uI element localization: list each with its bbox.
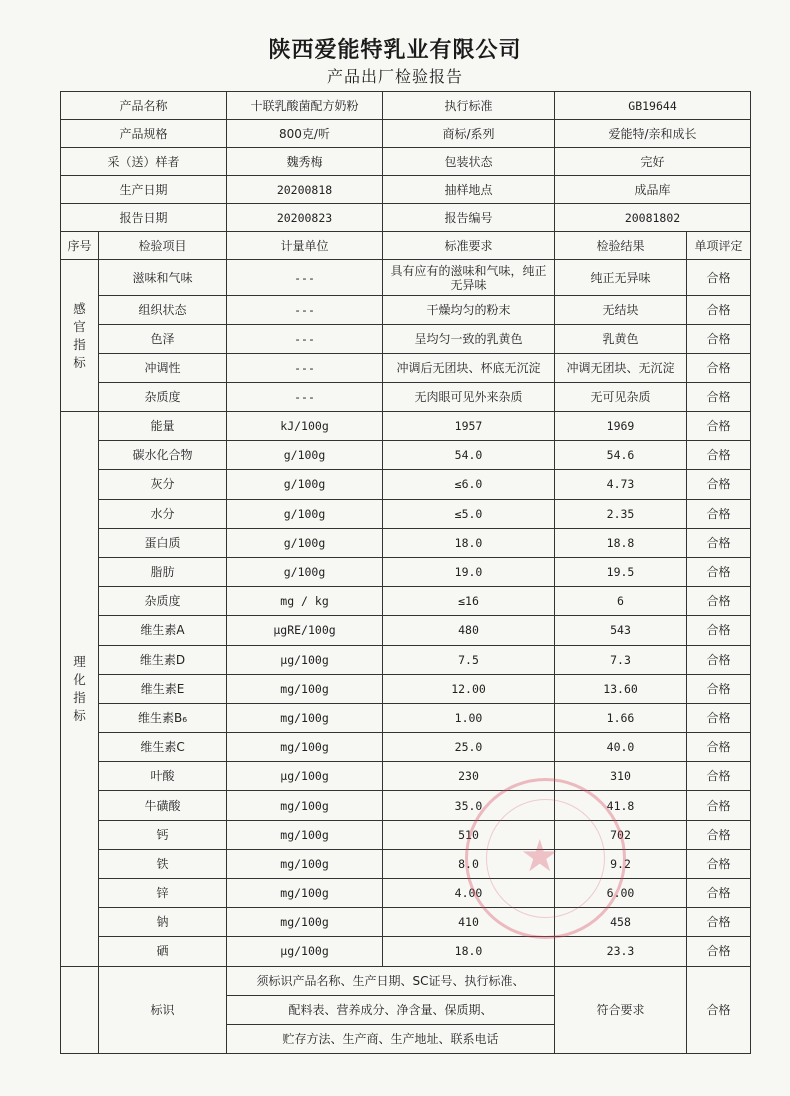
evaluation: 合格 xyxy=(687,412,751,441)
evaluation: 合格 xyxy=(687,703,751,732)
item-name: 蛋白质 xyxy=(99,528,227,557)
unit: --- xyxy=(227,354,383,383)
result: 18.8 xyxy=(555,528,687,557)
evaluation: 合格 xyxy=(687,383,751,412)
report-no-label: 报告编号 xyxy=(383,204,555,232)
requirement: 480 xyxy=(383,616,555,645)
item-name: 维生素B₆ xyxy=(99,703,227,732)
spec-value: 800克/听 xyxy=(227,120,383,148)
evaluation: 合格 xyxy=(687,354,751,383)
requirement: 4.00 xyxy=(383,879,555,908)
item-name: 铁 xyxy=(99,849,227,878)
category-char: 化 xyxy=(73,671,86,687)
unit: g/100g xyxy=(227,499,383,528)
evaluation: 合格 xyxy=(687,645,751,674)
result: 54.6 xyxy=(555,441,687,470)
unit: mg/100g xyxy=(227,879,383,908)
item-name: 杂质度 xyxy=(99,383,227,412)
unit: --- xyxy=(227,260,383,296)
requirement: 25.0 xyxy=(383,733,555,762)
result: 40.0 xyxy=(555,733,687,762)
evaluation: 合格 xyxy=(687,820,751,849)
item-name: 钠 xyxy=(99,908,227,937)
requirement: 1.00 xyxy=(383,703,555,732)
labeling-evaluation: 合格 xyxy=(687,966,751,1053)
inspection-table xyxy=(60,91,751,1054)
requirement: 410 xyxy=(383,908,555,937)
requirement: 干燥均匀的粉末 xyxy=(383,296,555,325)
labeling-requirement-line: 贮存方法、生产商、生产地址、联系电话 xyxy=(282,1031,499,1046)
result: 13.60 xyxy=(555,674,687,703)
requirement: 7.5 xyxy=(383,645,555,674)
result: 9.2 xyxy=(555,849,687,878)
requirement: 1957 xyxy=(383,412,555,441)
result: 6 xyxy=(555,587,687,616)
brand-value: 爱能特/亲和成长 xyxy=(555,120,751,148)
product-name-value: 十联乳酸菌配方奶粉 xyxy=(227,92,383,120)
table-row xyxy=(61,441,751,470)
result: 纯正无异味 xyxy=(555,260,687,296)
table-row xyxy=(61,879,751,908)
result: 23.3 xyxy=(555,937,687,966)
item-name: 脂肪 xyxy=(99,557,227,586)
table-row xyxy=(61,528,751,557)
table-row xyxy=(61,296,751,325)
labeling-no xyxy=(61,966,99,1053)
labeling-item: 标识 xyxy=(99,966,227,1053)
col-header-requirement: 标准要求 xyxy=(383,232,555,260)
col-header-unit: 计量单位 xyxy=(227,232,383,260)
evaluation: 合格 xyxy=(687,849,751,878)
table-row xyxy=(61,820,751,849)
spec-label: 产品规格 xyxy=(61,120,227,148)
report-no-value: 20081802 xyxy=(555,204,751,232)
result: 乳黄色 xyxy=(555,325,687,354)
brand-label: 商标/系列 xyxy=(383,120,555,148)
table-row xyxy=(61,587,751,616)
unit: μg/100g xyxy=(227,937,383,966)
result: 458 xyxy=(555,908,687,937)
unit: g/100g xyxy=(227,470,383,499)
table-row xyxy=(61,470,751,499)
requirement: 19.0 xyxy=(383,557,555,586)
category-char: 指 xyxy=(73,336,86,352)
evaluation: 合格 xyxy=(687,937,751,966)
table-row xyxy=(61,260,751,296)
category-char: 标 xyxy=(73,707,86,723)
sampler-label: 采（送）样者 xyxy=(61,148,227,176)
col-header-no: 序号 xyxy=(61,232,99,260)
unit: μgRE/100g xyxy=(227,616,383,645)
unit: mg / kg xyxy=(227,587,383,616)
item-name: 叶酸 xyxy=(99,762,227,791)
table-row xyxy=(61,383,751,412)
evaluation: 合格 xyxy=(687,528,751,557)
unit: μg/100g xyxy=(227,762,383,791)
info-row xyxy=(61,176,751,204)
requirement: 冲调后无团块、杯底无沉淀 xyxy=(383,354,555,383)
unit: --- xyxy=(227,383,383,412)
item-name: 杂质度 xyxy=(99,587,227,616)
evaluation: 合格 xyxy=(687,791,751,820)
package-value: 完好 xyxy=(555,148,751,176)
result: 无结块 xyxy=(555,296,687,325)
result: 41.8 xyxy=(555,791,687,820)
requirement: 18.0 xyxy=(383,528,555,557)
item-name: 硒 xyxy=(99,937,227,966)
evaluation: 合格 xyxy=(687,908,751,937)
item-name: 钙 xyxy=(99,820,227,849)
requirement: 510 xyxy=(383,820,555,849)
unit: mg/100g xyxy=(227,820,383,849)
company-name: 陕西爱能特乳业有限公司 xyxy=(268,38,522,63)
evaluation: 合格 xyxy=(687,325,751,354)
requirement: 8.0 xyxy=(383,849,555,878)
result: 19.5 xyxy=(555,557,687,586)
item-name: 组织状态 xyxy=(99,296,227,325)
requirement: 具有应有的滋味和气味，纯正无异味 xyxy=(383,260,555,296)
item-name: 碳水化合物 xyxy=(99,441,227,470)
evaluation: 合格 xyxy=(687,260,751,296)
unit: g/100g xyxy=(227,557,383,586)
result: 1969 xyxy=(555,412,687,441)
info-row xyxy=(61,120,751,148)
evaluation: 合格 xyxy=(687,879,751,908)
result: 1.66 xyxy=(555,703,687,732)
evaluation: 合格 xyxy=(687,616,751,645)
table-row xyxy=(61,499,751,528)
evaluation: 合格 xyxy=(687,557,751,586)
evaluation: 合格 xyxy=(687,733,751,762)
labeling-result: 符合要求 xyxy=(555,966,687,1053)
requirement: 18.0 xyxy=(383,937,555,966)
table-row xyxy=(61,674,751,703)
location-label: 抽样地点 xyxy=(383,176,555,204)
requirement: 呈均匀一致的乳黄色 xyxy=(383,325,555,354)
sampler-value: 魏秀梅 xyxy=(227,148,383,176)
result: 冲调无团块、无沉淀 xyxy=(555,354,687,383)
unit: μg/100g xyxy=(227,645,383,674)
table-row xyxy=(61,354,751,383)
item-name: 能量 xyxy=(99,412,227,441)
item-name: 灰分 xyxy=(99,470,227,499)
unit: --- xyxy=(227,325,383,354)
result: 310 xyxy=(555,762,687,791)
table-row xyxy=(61,937,751,966)
category-char: 理 xyxy=(73,653,86,669)
evaluation: 合格 xyxy=(687,441,751,470)
standard-label: 执行标准 xyxy=(383,92,555,120)
evaluation: 合格 xyxy=(687,762,751,791)
product-name-label: 产品名称 xyxy=(61,92,227,120)
labeling-requirement-line: 须标识产品名称、生产日期、SC证号、执行标准、 xyxy=(227,967,554,996)
seal-star-icon: ★ xyxy=(520,831,560,882)
unit: g/100g xyxy=(227,528,383,557)
result: 7.3 xyxy=(555,645,687,674)
report-date-value: 20200823 xyxy=(227,204,383,232)
unit: g/100g xyxy=(227,441,383,470)
info-row xyxy=(61,92,751,120)
evaluation: 合格 xyxy=(687,296,751,325)
col-header-item: 检验项目 xyxy=(99,232,227,260)
item-name: 维生素C xyxy=(99,733,227,762)
table-row xyxy=(61,762,751,791)
category-char: 官 xyxy=(73,318,86,334)
unit: mg/100g xyxy=(227,674,383,703)
result: 702 xyxy=(555,820,687,849)
item-name: 水分 xyxy=(99,499,227,528)
category-char: 指 xyxy=(73,689,86,705)
unit: mg/100g xyxy=(227,908,383,937)
labeling-requirement xyxy=(227,966,555,1053)
evaluation: 合格 xyxy=(687,674,751,703)
result: 543 xyxy=(555,616,687,645)
package-label: 包装状态 xyxy=(383,148,555,176)
table-row xyxy=(61,557,751,586)
evaluation: 合格 xyxy=(687,470,751,499)
col-header-result: 检验结果 xyxy=(555,232,687,260)
labeling-row xyxy=(61,966,751,1053)
table-row xyxy=(61,703,751,732)
requirement: ≤6.0 xyxy=(383,470,555,499)
location-value: 成品库 xyxy=(555,176,751,204)
report-date-label: 报告日期 xyxy=(61,204,227,232)
unit: mg/100g xyxy=(227,849,383,878)
table-row xyxy=(61,412,751,441)
prod-date-label: 生产日期 xyxy=(61,176,227,204)
table-row xyxy=(61,325,751,354)
requirement: ≤5.0 xyxy=(383,499,555,528)
item-name: 色泽 xyxy=(99,325,227,354)
table-row xyxy=(61,908,751,937)
category-label xyxy=(61,260,99,412)
item-name: 冲调性 xyxy=(99,354,227,383)
result: 无可见杂质 xyxy=(555,383,687,412)
table-row xyxy=(61,849,751,878)
result: 6.00 xyxy=(555,879,687,908)
item-name: 牛磺酸 xyxy=(99,791,227,820)
requirement: ≤16 xyxy=(383,587,555,616)
info-row xyxy=(61,204,751,232)
report-title: 产品出厂检验报告 xyxy=(326,67,463,86)
item-name: 维生素E xyxy=(99,674,227,703)
result: 4.73 xyxy=(555,470,687,499)
header-row xyxy=(61,232,751,260)
table-row xyxy=(61,733,751,762)
category-char: 标 xyxy=(73,354,86,370)
category-label xyxy=(61,412,99,967)
table-row xyxy=(61,791,751,820)
table-row xyxy=(61,645,751,674)
item-name: 维生素D xyxy=(99,645,227,674)
requirement: 无肉眼可见外来杂质 xyxy=(383,383,555,412)
table-row xyxy=(61,616,751,645)
unit: mg/100g xyxy=(227,791,383,820)
info-row xyxy=(61,148,751,176)
prod-date-value: 20200818 xyxy=(227,176,383,204)
item-name: 维生素A xyxy=(99,616,227,645)
labeling-requirement-line: 配料表、营养成分、净含量、保质期、 xyxy=(227,996,554,1025)
unit: mg/100g xyxy=(227,733,383,762)
requirement: 12.00 xyxy=(383,674,555,703)
col-header-evaluation: 单项评定 xyxy=(687,232,751,260)
requirement: 230 xyxy=(383,762,555,791)
evaluation: 合格 xyxy=(687,499,751,528)
item-name: 锌 xyxy=(99,879,227,908)
unit: --- xyxy=(227,296,383,325)
evaluation: 合格 xyxy=(687,587,751,616)
unit: kJ/100g xyxy=(227,412,383,441)
item-name: 滋味和气味 xyxy=(99,260,227,296)
result: 2.35 xyxy=(555,499,687,528)
requirement: 54.0 xyxy=(383,441,555,470)
category-char: 感 xyxy=(73,300,86,316)
standard-value: GB19644 xyxy=(555,92,751,120)
unit: mg/100g xyxy=(227,703,383,732)
requirement: 35.0 xyxy=(383,791,555,820)
